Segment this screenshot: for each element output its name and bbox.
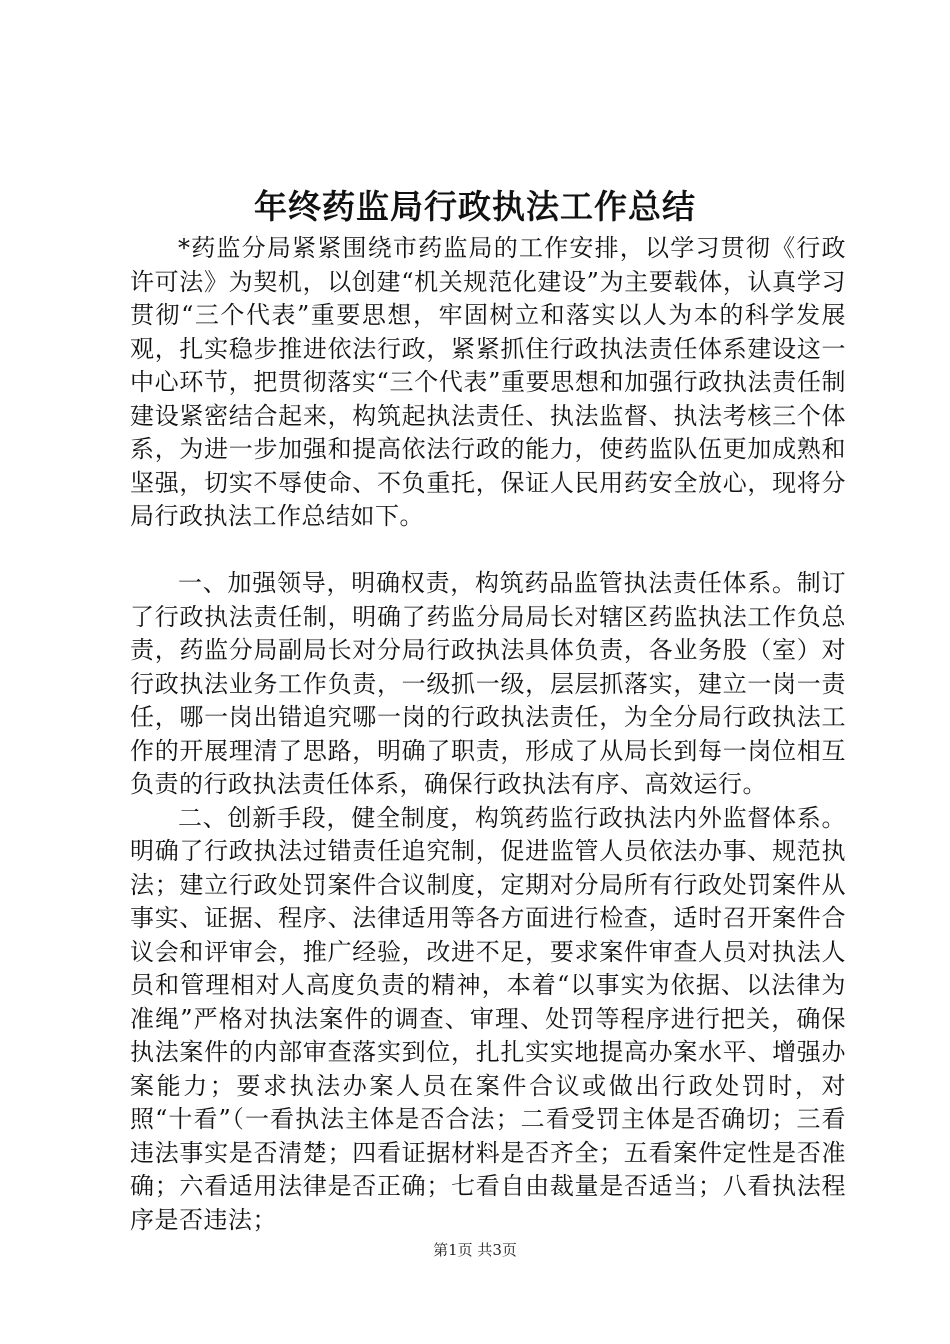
page-number-footer: 第1页 共3页 [433, 1241, 517, 1259]
section-one-paragraph: 一、加强领导，明确权责，构筑药品监管执法责任体系。制订了行政执法责任制，明确了药监分局局长对辖区药监执法工作负总责，药监分局副局长对分局行政执法具体负责，各业务股（室）对行政执法业务工作负责，一级抓一级，层层抓落实，建立一岗一责任，哪一岗出错追究哪一岗的行政执法责任，为全分局行政执法工作的开展理清了思路，明确了职责，形成了从局长到每一岗位相互负责的行政执法责任体系，确保行政执法有序、高效运行。 [130, 569, 846, 798]
document-body [130, 232, 846, 1237]
section-two-paragraph: 二、创新手段，健全制度，构筑药监行政执法内外监督体系。明确了行政执法过错责任追究制，促进监管人员依法办事、规范执法；建立行政处罚案件合议制度，定期对分局所有行政处罚案件从事实、证据、程序、法律适用等各方面进行检查，适时召开案件合议会和评审会，推广经验，改进不足，要求案件审查人员对执法人员和管理相对人高度负责的精神，本着“以事实为依据、以法律为准绳”严格对执法案件的调查、审理、处罚等程序进行把关，确保执法案件的内部审查落实到位，扎扎实实地提高办案水平、增强办案能力；要求执法办案人员在案件合议或做出行政处罚时，对照“十看”（一看执法主体是否合法；二看受罚主体是否确切；三看违法事实是否清楚；四看证据材料是否齐全；五看案件定性是否准确；六看适用法律是否正确；七看自由裁量是否适当；八看执法程序是否违法； [130, 803, 846, 1234]
intro-paragraph: *药监分局紧紧围绕市药监局的工作安排，以学习贯彻《行政许可法》为契机，以创建“机关规范化建设”为主要载体，认真学习贯彻“三个代表”重要思想，牢固树立和落实以人为本的科学发展观，扎实稳步推进依法行政，紧紧抓住行政执法责任体系建设这一中心环节，把贯彻落实“三个代表”重要思想和加强行政执法责任制建设紧密结合起来，构筑起执法责任、执法监督、执法考核三个体系，为进一步加强和提高依法行政的能力，使药监队伍更加成熟和坚强，切实不辱使命、不负重托，保证人民用药安全放心，现将分局行政执法工作总结如下。 [130, 234, 846, 530]
paragraph-gap [130, 534, 846, 568]
document-title: 年终药监局行政执法工作总结 [254, 187, 696, 226]
